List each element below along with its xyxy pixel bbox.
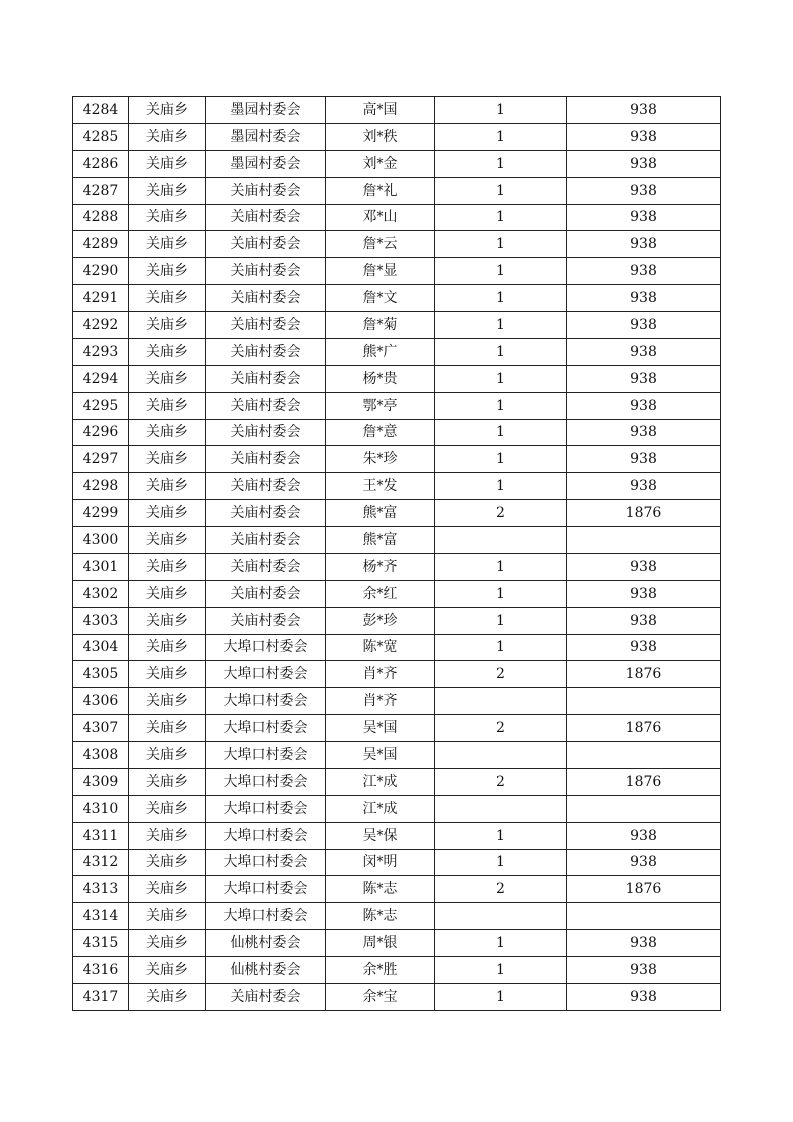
amount-cell: 938 xyxy=(567,930,721,957)
township-cell: 关庙乡 xyxy=(129,688,206,715)
row-number-cell: 4310 xyxy=(73,795,129,822)
amount-cell: 938 xyxy=(567,258,721,285)
amount-cell: 1876 xyxy=(567,500,721,527)
amount-cell: 938 xyxy=(567,553,721,580)
name-cell: 熊*广 xyxy=(326,338,435,365)
township-cell: 关庙乡 xyxy=(129,553,206,580)
row-number-cell: 4286 xyxy=(73,150,129,177)
township-cell: 关庙乡 xyxy=(129,285,206,312)
table-row xyxy=(73,688,721,715)
count-cell: 2 xyxy=(435,876,567,903)
table-row xyxy=(73,473,721,500)
name-cell: 鄂*亭 xyxy=(326,392,435,419)
village-committee-cell: 关庙村委会 xyxy=(206,204,326,231)
count-cell: 2 xyxy=(435,768,567,795)
name-cell: 熊*富 xyxy=(326,527,435,554)
row-number-cell: 4311 xyxy=(73,822,129,849)
row-number-cell: 4305 xyxy=(73,661,129,688)
name-cell: 詹*菊 xyxy=(326,312,435,339)
name-cell: 邓*山 xyxy=(326,204,435,231)
township-cell: 关庙乡 xyxy=(129,312,206,339)
amount-cell: 938 xyxy=(567,634,721,661)
amount-cell: 938 xyxy=(567,338,721,365)
count-cell: 1 xyxy=(435,580,567,607)
township-cell: 关庙乡 xyxy=(129,795,206,822)
amount-cell: 938 xyxy=(567,446,721,473)
name-cell: 肖*齐 xyxy=(326,688,435,715)
township-cell: 关庙乡 xyxy=(129,876,206,903)
table-row xyxy=(73,446,721,473)
village-committee-cell: 墨园村委会 xyxy=(206,150,326,177)
table-row xyxy=(73,392,721,419)
township-cell: 关庙乡 xyxy=(129,473,206,500)
village-committee-cell: 关庙村委会 xyxy=(206,285,326,312)
count-cell: 1 xyxy=(435,822,567,849)
village-committee-cell: 大埠口村委会 xyxy=(206,715,326,742)
name-cell: 余*胜 xyxy=(326,957,435,984)
count-cell: 1 xyxy=(435,930,567,957)
name-cell: 詹*意 xyxy=(326,419,435,446)
amount-cell: 1876 xyxy=(567,876,721,903)
name-cell: 吴*保 xyxy=(326,822,435,849)
count-cell xyxy=(435,688,567,715)
name-cell: 陈*宽 xyxy=(326,634,435,661)
name-cell: 杨*贵 xyxy=(326,365,435,392)
row-number-cell: 4306 xyxy=(73,688,129,715)
count-cell: 1 xyxy=(435,957,567,984)
row-number-cell: 4297 xyxy=(73,446,129,473)
count-cell: 1 xyxy=(435,446,567,473)
township-cell: 关庙乡 xyxy=(129,661,206,688)
table-row xyxy=(73,312,721,339)
count-cell: 1 xyxy=(435,312,567,339)
amount-cell: 938 xyxy=(567,983,721,1010)
village-committee-cell: 关庙村委会 xyxy=(206,473,326,500)
township-cell: 关庙乡 xyxy=(129,500,206,527)
village-committee-cell: 大埠口村委会 xyxy=(206,822,326,849)
amount-cell: 938 xyxy=(567,849,721,876)
name-cell: 杨*齐 xyxy=(326,553,435,580)
row-number-cell: 4288 xyxy=(73,204,129,231)
village-committee-cell: 关庙村委会 xyxy=(206,312,326,339)
count-cell: 1 xyxy=(435,607,567,634)
count-cell: 1 xyxy=(435,204,567,231)
row-number-cell: 4308 xyxy=(73,742,129,769)
count-cell xyxy=(435,795,567,822)
table-row xyxy=(73,527,721,554)
amount-cell: 1876 xyxy=(567,661,721,688)
count-cell: 1 xyxy=(435,177,567,204)
township-cell: 关庙乡 xyxy=(129,903,206,930)
name-cell: 吴*国 xyxy=(326,742,435,769)
village-committee-cell: 墨园村委会 xyxy=(206,97,326,124)
amount-cell: 938 xyxy=(567,822,721,849)
amount-cell: 938 xyxy=(567,365,721,392)
name-cell: 高*国 xyxy=(326,97,435,124)
row-number-cell: 4285 xyxy=(73,123,129,150)
row-number-cell: 4315 xyxy=(73,930,129,957)
name-cell: 熊*富 xyxy=(326,500,435,527)
table-row xyxy=(73,876,721,903)
count-cell xyxy=(435,527,567,554)
count-cell: 1 xyxy=(435,231,567,258)
table-row xyxy=(73,338,721,365)
table-row xyxy=(73,123,721,150)
subsidy-table xyxy=(72,96,721,1011)
row-number-cell: 4304 xyxy=(73,634,129,661)
village-committee-cell: 仙桃村委会 xyxy=(206,930,326,957)
village-committee-cell: 关庙村委会 xyxy=(206,553,326,580)
village-committee-cell: 关庙村委会 xyxy=(206,258,326,285)
amount-cell: 938 xyxy=(567,177,721,204)
row-number-cell: 4303 xyxy=(73,607,129,634)
row-number-cell: 4293 xyxy=(73,338,129,365)
row-number-cell: 4290 xyxy=(73,258,129,285)
amount-cell: 938 xyxy=(567,150,721,177)
table-row xyxy=(73,580,721,607)
name-cell: 吴*国 xyxy=(326,715,435,742)
table-row xyxy=(73,258,721,285)
township-cell: 关庙乡 xyxy=(129,97,206,124)
row-number-cell: 4298 xyxy=(73,473,129,500)
village-committee-cell: 仙桃村委会 xyxy=(206,957,326,984)
row-number-cell: 4296 xyxy=(73,419,129,446)
village-committee-cell: 大埠口村委会 xyxy=(206,768,326,795)
count-cell: 1 xyxy=(435,258,567,285)
amount-cell: 938 xyxy=(567,419,721,446)
table-row xyxy=(73,849,721,876)
township-cell: 关庙乡 xyxy=(129,957,206,984)
name-cell: 刘*金 xyxy=(326,150,435,177)
count-cell: 1 xyxy=(435,365,567,392)
table-row xyxy=(73,715,721,742)
village-committee-cell: 大埠口村委会 xyxy=(206,903,326,930)
row-number-cell: 4294 xyxy=(73,365,129,392)
township-cell: 关庙乡 xyxy=(129,607,206,634)
amount-cell: 938 xyxy=(567,123,721,150)
name-cell: 王*发 xyxy=(326,473,435,500)
name-cell: 陈*志 xyxy=(326,876,435,903)
township-cell: 关庙乡 xyxy=(129,580,206,607)
table-body xyxy=(73,97,721,1011)
village-committee-cell: 大埠口村委会 xyxy=(206,795,326,822)
table-row xyxy=(73,768,721,795)
amount-cell: 938 xyxy=(567,580,721,607)
name-cell: 刘*秩 xyxy=(326,123,435,150)
village-committee-cell: 关庙村委会 xyxy=(206,365,326,392)
township-cell: 关庙乡 xyxy=(129,231,206,258)
table-row xyxy=(73,983,721,1010)
name-cell: 余*红 xyxy=(326,580,435,607)
row-number-cell: 4312 xyxy=(73,849,129,876)
count-cell: 1 xyxy=(435,473,567,500)
row-number-cell: 4307 xyxy=(73,715,129,742)
name-cell: 余*宝 xyxy=(326,983,435,1010)
village-committee-cell: 关庙村委会 xyxy=(206,419,326,446)
table-row xyxy=(73,607,721,634)
amount-cell: 1876 xyxy=(567,768,721,795)
table-row xyxy=(73,204,721,231)
name-cell: 陈*志 xyxy=(326,903,435,930)
count-cell: 1 xyxy=(435,634,567,661)
amount-cell xyxy=(567,742,721,769)
count-cell: 1 xyxy=(435,338,567,365)
count-cell: 1 xyxy=(435,849,567,876)
amount-cell xyxy=(567,527,721,554)
village-committee-cell: 大埠口村委会 xyxy=(206,688,326,715)
township-cell: 关庙乡 xyxy=(129,204,206,231)
row-number-cell: 4309 xyxy=(73,768,129,795)
row-number-cell: 4287 xyxy=(73,177,129,204)
name-cell: 周*银 xyxy=(326,930,435,957)
row-number-cell: 4314 xyxy=(73,903,129,930)
village-committee-cell: 关庙村委会 xyxy=(206,392,326,419)
township-cell: 关庙乡 xyxy=(129,822,206,849)
count-cell: 2 xyxy=(435,661,567,688)
count-cell: 2 xyxy=(435,715,567,742)
count-cell: 1 xyxy=(435,392,567,419)
village-committee-cell: 关庙村委会 xyxy=(206,338,326,365)
township-cell: 关庙乡 xyxy=(129,930,206,957)
row-number-cell: 4316 xyxy=(73,957,129,984)
count-cell xyxy=(435,742,567,769)
table-row xyxy=(73,822,721,849)
village-committee-cell: 关庙村委会 xyxy=(206,177,326,204)
village-committee-cell: 大埠口村委会 xyxy=(206,876,326,903)
village-committee-cell: 关庙村委会 xyxy=(206,446,326,473)
count-cell: 1 xyxy=(435,419,567,446)
count-cell: 1 xyxy=(435,97,567,124)
count-cell: 2 xyxy=(435,500,567,527)
amount-cell xyxy=(567,688,721,715)
amount-cell xyxy=(567,903,721,930)
table-row xyxy=(73,97,721,124)
name-cell: 詹*文 xyxy=(326,285,435,312)
township-cell: 关庙乡 xyxy=(129,849,206,876)
amount-cell: 938 xyxy=(567,204,721,231)
township-cell: 关庙乡 xyxy=(129,742,206,769)
amount-cell: 938 xyxy=(567,231,721,258)
township-cell: 关庙乡 xyxy=(129,392,206,419)
row-number-cell: 4291 xyxy=(73,285,129,312)
name-cell: 闵*明 xyxy=(326,849,435,876)
name-cell: 朱*珍 xyxy=(326,446,435,473)
row-number-cell: 4289 xyxy=(73,231,129,258)
township-cell: 关庙乡 xyxy=(129,527,206,554)
township-cell: 关庙乡 xyxy=(129,123,206,150)
village-committee-cell: 关庙村委会 xyxy=(206,500,326,527)
name-cell: 詹*礼 xyxy=(326,177,435,204)
village-committee-cell: 大埠口村委会 xyxy=(206,661,326,688)
row-number-cell: 4317 xyxy=(73,983,129,1010)
row-number-cell: 4284 xyxy=(73,97,129,124)
amount-cell: 1876 xyxy=(567,715,721,742)
count-cell: 1 xyxy=(435,285,567,312)
count-cell: 1 xyxy=(435,983,567,1010)
township-cell: 关庙乡 xyxy=(129,446,206,473)
township-cell: 关庙乡 xyxy=(129,768,206,795)
amount-cell: 938 xyxy=(567,97,721,124)
name-cell: 江*成 xyxy=(326,768,435,795)
amount-cell: 938 xyxy=(567,285,721,312)
count-cell: 1 xyxy=(435,553,567,580)
row-number-cell: 4295 xyxy=(73,392,129,419)
township-cell: 关庙乡 xyxy=(129,715,206,742)
village-committee-cell: 大埠口村委会 xyxy=(206,634,326,661)
row-number-cell: 4301 xyxy=(73,553,129,580)
village-committee-cell: 关庙村委会 xyxy=(206,607,326,634)
amount-cell: 938 xyxy=(567,312,721,339)
table-row xyxy=(73,150,721,177)
village-committee-cell: 墨园村委会 xyxy=(206,123,326,150)
village-committee-cell: 大埠口村委会 xyxy=(206,849,326,876)
table-row xyxy=(73,553,721,580)
table-row xyxy=(73,285,721,312)
village-committee-cell: 大埠口村委会 xyxy=(206,742,326,769)
amount-cell: 938 xyxy=(567,607,721,634)
township-cell: 关庙乡 xyxy=(129,177,206,204)
township-cell: 关庙乡 xyxy=(129,634,206,661)
name-cell: 江*成 xyxy=(326,795,435,822)
count-cell: 1 xyxy=(435,150,567,177)
amount-cell xyxy=(567,795,721,822)
township-cell: 关庙乡 xyxy=(129,338,206,365)
township-cell: 关庙乡 xyxy=(129,419,206,446)
row-number-cell: 4300 xyxy=(73,527,129,554)
row-number-cell: 4292 xyxy=(73,312,129,339)
village-committee-cell: 关庙村委会 xyxy=(206,580,326,607)
count-cell: 1 xyxy=(435,123,567,150)
table-row xyxy=(73,500,721,527)
row-number-cell: 4302 xyxy=(73,580,129,607)
table-row xyxy=(73,930,721,957)
amount-cell: 938 xyxy=(567,957,721,984)
township-cell: 关庙乡 xyxy=(129,365,206,392)
table-row xyxy=(73,661,721,688)
table-row xyxy=(73,957,721,984)
amount-cell: 938 xyxy=(567,473,721,500)
count-cell xyxy=(435,903,567,930)
table-row xyxy=(73,903,721,930)
village-committee-cell: 关庙村委会 xyxy=(206,527,326,554)
township-cell: 关庙乡 xyxy=(129,983,206,1010)
table-row xyxy=(73,365,721,392)
table-row xyxy=(73,795,721,822)
table-row xyxy=(73,742,721,769)
table-row xyxy=(73,231,721,258)
village-committee-cell: 关庙村委会 xyxy=(206,231,326,258)
row-number-cell: 4313 xyxy=(73,876,129,903)
table-row xyxy=(73,419,721,446)
village-committee-cell: 关庙村委会 xyxy=(206,983,326,1010)
amount-cell: 938 xyxy=(567,392,721,419)
table-row xyxy=(73,634,721,661)
name-cell: 彭*珍 xyxy=(326,607,435,634)
table-row xyxy=(73,177,721,204)
township-cell: 关庙乡 xyxy=(129,258,206,285)
name-cell: 肖*齐 xyxy=(326,661,435,688)
township-cell: 关庙乡 xyxy=(129,150,206,177)
row-number-cell: 4299 xyxy=(73,500,129,527)
name-cell: 詹*云 xyxy=(326,231,435,258)
name-cell: 詹*显 xyxy=(326,258,435,285)
